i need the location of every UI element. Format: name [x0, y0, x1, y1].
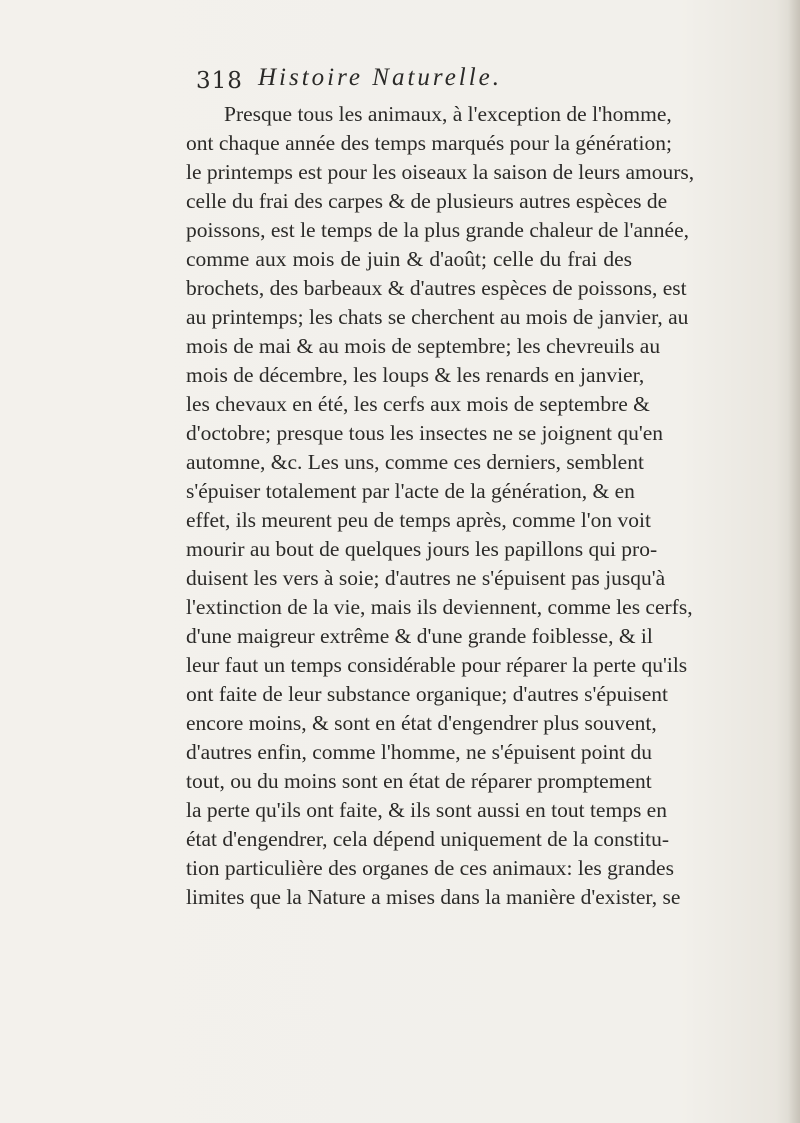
text-line: automne, &c. Les uns, comme ces derniers, semblent	[186, 450, 644, 474]
text-line: ont faite de leur substance organique; d'autres s'épuisent	[186, 682, 668, 706]
page-number: 318	[196, 68, 243, 94]
text-line: l'extinction de la vie, mais ils deviennent, comme les cerfs,	[186, 595, 693, 619]
text-line: tion particulière des organes de ces animaux: les grandes	[186, 856, 674, 880]
text-line: celle du frai des carpes & de plusieurs autres espèces de	[186, 189, 668, 213]
text-line: duisent les vers à soie; d'autres ne s'épuisent pas jusqu'à	[186, 566, 666, 590]
text-line: état d'engendrer, cela dépend uniquement de la constitu-	[186, 827, 669, 851]
text-line: s'épuiser totalement par l'acte de la génération, & en	[186, 479, 635, 503]
running-head: Histoire Naturelle.	[258, 64, 503, 91]
text-line: mois de mai & au mois de septembre; les chevreuils au	[186, 334, 661, 358]
text-line: mois de décembre, les loups & les renards en janvier,	[186, 363, 645, 387]
text-line: ont chaque année des temps marqués pour la génération;	[186, 131, 672, 155]
text-line: d'une maigreur extrême & d'une grande foiblesse, & il	[186, 624, 653, 648]
text-line: au printemps; les chats se cherchent au mois de janvier, au	[186, 305, 689, 329]
text-line: poissons, est le temps de la plus grande chaleur de l'année,	[186, 218, 690, 242]
page-edge-shadow	[788, 0, 800, 1123]
text-line: tout, ou du moins sont en état de réparer promptement	[186, 769, 652, 793]
text-line: brochets, des barbeaux & d'autres espèces de poissons, est	[186, 276, 687, 300]
text-line: limites que la Nature a mises dans la manière d'exister, se	[186, 885, 681, 909]
text-line: le printemps est pour les oiseaux la saison de leurs amours,	[186, 160, 695, 184]
text-line: mourir au bout de quelques jours les papillons qui pro-	[186, 537, 658, 561]
text-line: les chevaux en été, les cerfs aux mois de septembre &	[186, 392, 650, 416]
page-header	[196, 64, 616, 100]
text-line: d'autres enfin, comme l'homme, ne s'épuisent point du	[186, 740, 653, 764]
text-line: effet, ils meurent peu de temps après, comme l'on voit	[186, 508, 652, 532]
text-line: la perte qu'ils ont faite, & ils sont aussi en tout temps en	[186, 798, 667, 822]
text-line: encore moins, & sont en état d'engendrer plus souvent,	[186, 711, 657, 735]
body-text	[186, 100, 695, 912]
text-line: comme aux mois de juin & d'août; celle du frai des	[186, 247, 632, 271]
text-line: leur faut un temps considérable pour réparer la perte qu'ils	[186, 653, 688, 677]
text-line: Presque tous les animaux, à l'exception de l'homme,	[224, 102, 672, 126]
text-line: d'octobre; presque tous les insectes ne se joignent qu'en	[186, 421, 664, 445]
